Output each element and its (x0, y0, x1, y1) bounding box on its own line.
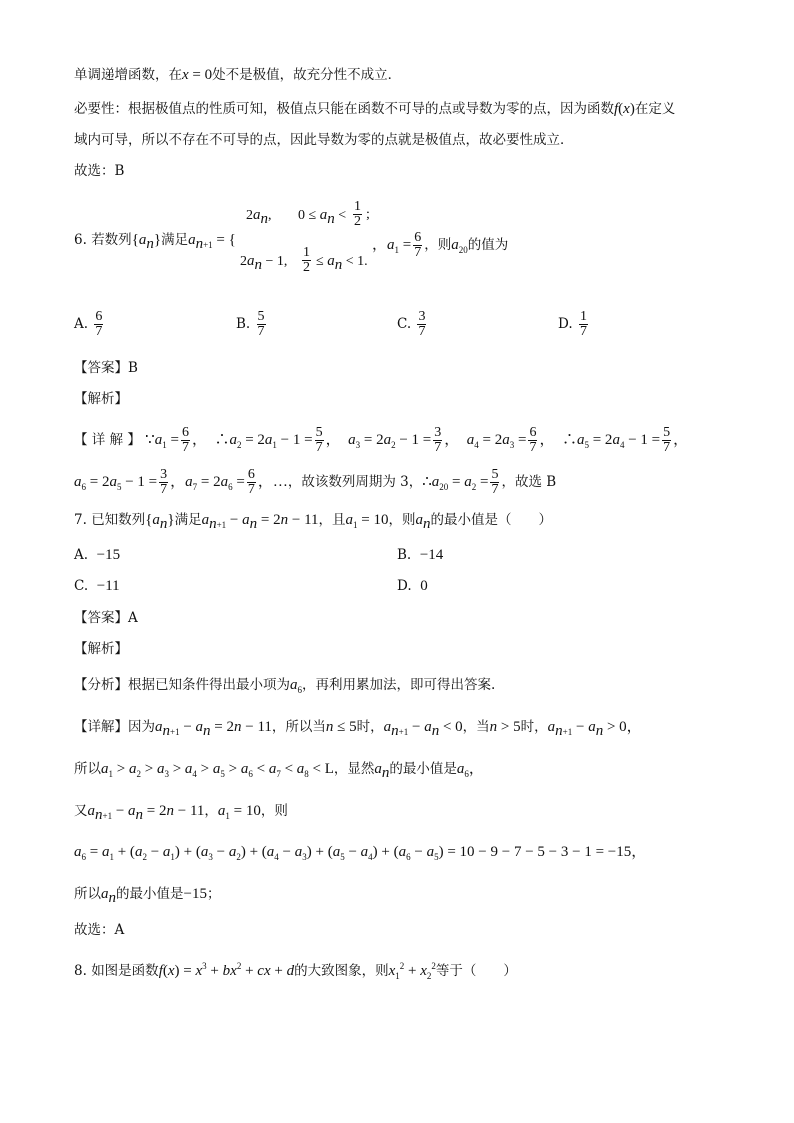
math: $a_{n+1} - a_n > 0$， (547, 719, 642, 739)
num: 1 (579, 309, 587, 324)
prev-line-1 (74, 66, 401, 84)
option-value: 0 (420, 578, 428, 594)
text: ，故选 B (501, 474, 557, 490)
math: $\therefore a_{20} = a_2$ = (422, 474, 489, 492)
q7-option-b[interactable] (397, 547, 443, 564)
text: 所以 (74, 886, 101, 902)
text: 的值为 (467, 237, 509, 253)
text: 所以 (74, 761, 101, 777)
q6-option-c[interactable] (397, 310, 428, 339)
frac: $\frac{5}{7}$ (315, 425, 323, 455)
q6-analysis: 【解析】 (74, 391, 128, 407)
prev-line-3: 域内可导，所以不存在不可导的点，因此导数为零的点就是极值点，故必要性成立． (74, 132, 574, 148)
option-label: C. (397, 316, 412, 332)
option-label: D. (397, 578, 412, 594)
text: ，显然 (333, 761, 375, 777)
math: ， (673, 432, 689, 448)
q7-xiangjie (74, 718, 642, 741)
frac: $\frac{6}{7}$ (181, 425, 189, 455)
q6-option-a[interactable] (74, 310, 105, 339)
option-label: A. (74, 316, 89, 332)
q6-stem-right (372, 231, 508, 260)
text: 处不是极值，故充分性不成立． (212, 67, 402, 83)
text: 等于（ ） (435, 963, 517, 979)
math: $a_{20}$ (451, 237, 468, 255)
q7-stem (74, 511, 552, 534)
option-label: D. (558, 316, 573, 332)
case-2-cond: ≤ $a_n < 1$. (316, 253, 368, 273)
case-2-expr: $2a_n - 1$, (240, 253, 288, 273)
q7-answer: 【答案】A (74, 610, 138, 626)
math: ， $\therefore a_2 = 2a_1 - 1$ = (191, 432, 313, 450)
option-value: −15 (96, 547, 121, 563)
q6-detail-line-2 (74, 468, 556, 497)
q7-choose: 故选：A (74, 922, 125, 938)
text: 满足 (161, 232, 189, 248)
text: 又 (74, 803, 88, 819)
den: 7 (418, 324, 426, 339)
q6-option-b[interactable] (236, 310, 268, 339)
math: ，$a_1$ = (372, 237, 412, 255)
text: 满足 (174, 512, 202, 528)
math: $a_{n+1} - a_n = 2n - 11$ (87, 803, 205, 823)
den: 7 (95, 324, 103, 339)
text: 若数列 (91, 232, 132, 248)
math: $a_n$ (374, 761, 390, 781)
math: $a_{n+1} - a_n = 2n - 11$ (155, 719, 272, 739)
q6-stem (74, 231, 236, 254)
text: ，再利用累加法，即可得出答案. (302, 677, 496, 693)
text: 的大致图象，则 (294, 963, 389, 979)
option-label: B. (397, 547, 412, 563)
math: ， $a_3 = 2a_2 - 1$ = (325, 432, 432, 450)
text: ，故该数列周期为 3， (287, 474, 423, 490)
q7-option-a[interactable] (74, 547, 120, 564)
case-1-cond: $0 \le a_n$ < (298, 207, 347, 227)
option-label: B. (236, 316, 251, 332)
text: 在定义 (634, 101, 676, 117)
math: $f(x) = x^3 + bx^2$ + cx + d (158, 961, 295, 979)
frac-6-7: $\frac{6}{7}$ (414, 230, 422, 260)
text: 的最小值是 (116, 886, 184, 902)
option-value (579, 310, 588, 339)
math: $a_6$ (290, 677, 302, 695)
math: $a_1 > a_2 > a_3 > a_4 > a_5 > a_6 < a_7 < a_8 < L$ (101, 761, 334, 779)
option-label: A. (74, 547, 89, 563)
math: $x_1^2 + x_2^2$ (388, 961, 436, 981)
math: $a_n$ (101, 886, 116, 906)
math: $a_1 = 10$ (217, 803, 261, 821)
math: n ≤ 5 (325, 719, 357, 735)
text: ，且 (318, 512, 346, 528)
math: $\because a_1$ = (145, 432, 179, 450)
text: ，所以当 (271, 719, 326, 735)
math: $a_{n+1}$ = { (188, 232, 236, 252)
text: 如图是函数 (91, 963, 159, 979)
math: $a_{n+1} - a_n = 2n - 11$ (201, 512, 319, 532)
math: $\{a_n\}$ (131, 232, 162, 252)
q6-answer: 【答案】B (74, 360, 138, 376)
case-1-expr: $2a_n$, (246, 207, 272, 227)
num: 5 (257, 309, 265, 324)
text: 时， (520, 719, 548, 735)
text: ，当 (462, 719, 490, 735)
text: 必要性：根据极值点的性质可知，极值点只能在函数不可导的点或导数为零的点，因为函数 (74, 101, 614, 117)
option-value: −14 (419, 547, 444, 563)
q7-option-d[interactable] (397, 578, 428, 595)
frac: $\frac{3}{7}$ (160, 467, 168, 497)
math: $a_6$， (456, 761, 484, 779)
math: $\{a_n\}$ (145, 512, 175, 532)
num: 3 (418, 309, 426, 324)
q6-option-d[interactable] (558, 310, 590, 339)
q7-min: 所以$a_n$的最小值是−15； (74, 886, 221, 906)
prev-choose: 故选：B (74, 163, 125, 179)
q7-analysis: 【解析】 (74, 641, 128, 657)
math: x = 0 (182, 67, 213, 83)
math: $a_{n+1} - a_n < 0$ (383, 719, 463, 739)
frac-half-1: $\frac{1}{2}$ (354, 199, 361, 229)
q7-option-c[interactable] (74, 578, 120, 595)
text: 的最小值是（ ） (430, 512, 552, 528)
math: ， $\therefore a_5 = 2a_4 - 1$ = (539, 432, 661, 450)
math: ，$a_7 = 2a_6$ = (170, 474, 245, 492)
frac: $\frac{6}{7}$ (247, 467, 255, 497)
frac: $\frac{6}{7}$ (529, 425, 537, 455)
math: ， $a_4 = 2a_3$ = (444, 432, 527, 450)
frac: $\frac{5}{7}$ (491, 467, 499, 497)
math: $a_n$ (415, 512, 431, 532)
text: 时， (356, 719, 384, 735)
min-value: −15 (183, 886, 207, 902)
math: n > 5 (489, 719, 521, 735)
text: ，则 (388, 512, 416, 528)
q8-number: 8. (74, 963, 87, 979)
num: 6 (95, 309, 103, 324)
math: $a_6 = 2a_5 - 1$ = (74, 474, 158, 492)
text: ， (204, 803, 218, 819)
option-label: C. (74, 578, 89, 594)
q7-suoyi (74, 760, 484, 783)
text: 单调递增函数，在 (74, 67, 182, 83)
math: f(x) (614, 101, 635, 117)
q6-detail-line-1 (74, 426, 688, 455)
math: $a_1 = 10$ (345, 512, 389, 530)
q6-number: 6. (74, 232, 87, 248)
q8-stem (74, 957, 517, 985)
math: $a_6 = a_1 + (a_2 - a_1) + (a_3 - a_2) + (a_4 - a_3) + (a_5 - a_4) + (a_6 - a_5) = 10 - 9 - 7 - 5 - 3 - 1 = -15$， (74, 844, 647, 862)
q7-fenxi (74, 676, 495, 699)
frac-half-2: $\frac{1}{2}$ (303, 245, 310, 275)
text: 的最小值是 (389, 761, 457, 777)
text: 已知数列 (91, 512, 146, 528)
text: ，则 (424, 237, 452, 253)
frac: $\frac{3}{7}$ (434, 425, 442, 455)
q7-number: 7. (74, 512, 87, 528)
text: 【详解】因为 (74, 719, 155, 735)
text: 【分析】根据已知条件得出最小项为 (74, 677, 290, 693)
option-value (417, 310, 426, 339)
q7-sum (74, 843, 646, 866)
option-value: −11 (96, 578, 120, 594)
option-value (257, 310, 266, 339)
option-value (94, 310, 103, 339)
text: ，则 (260, 803, 288, 819)
den: 7 (579, 324, 587, 339)
q7-you (74, 802, 288, 825)
case-1-semicolon: ; (366, 207, 370, 222)
math: ，… (257, 474, 288, 490)
prev-line-2 (74, 100, 675, 118)
frac: $\frac{5}{7}$ (663, 425, 671, 455)
den: 7 (257, 324, 265, 339)
detail-label: 【 详 解 】 (74, 432, 141, 448)
